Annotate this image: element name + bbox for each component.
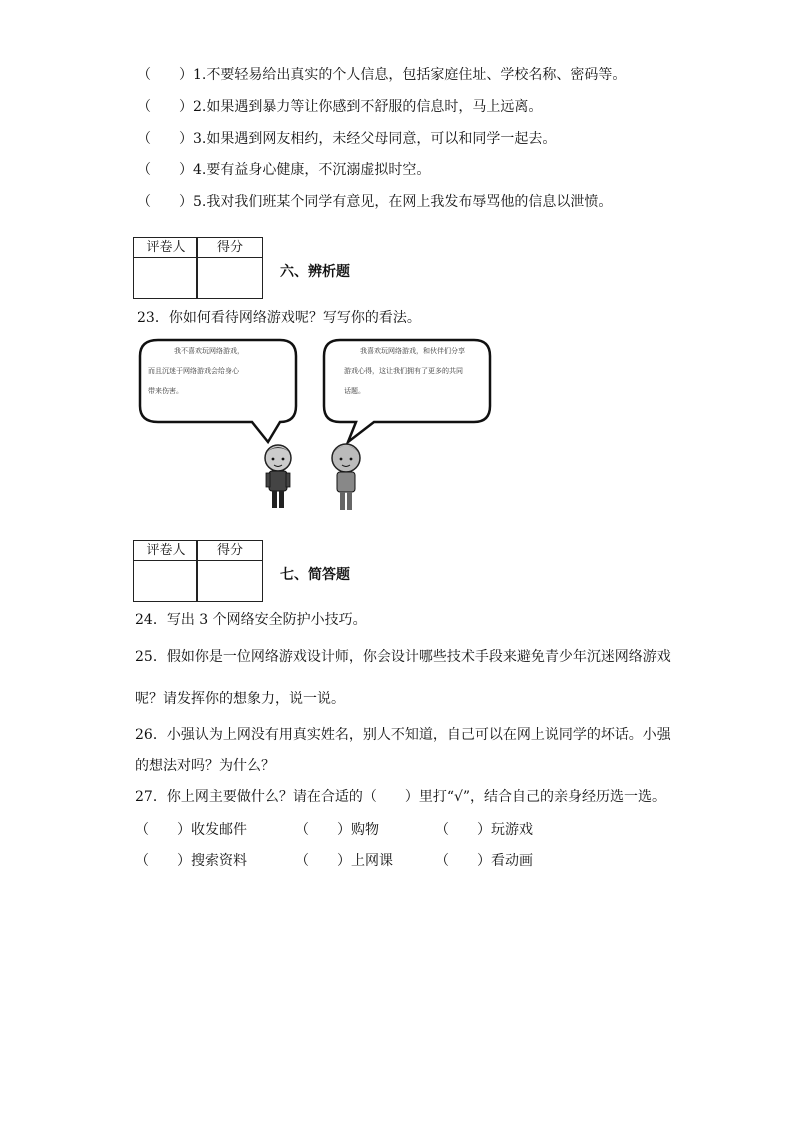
- judge-item-3: （ ）3.如果遇到网友相约，未经父母同意，可以和同学一起去。: [137, 131, 557, 147]
- reviewer-header: 评卷人: [146, 240, 186, 255]
- judge-item-5: （ ）5.我对我们班某个同学有意见，在网上我发布辱骂他的信息以泄愤。: [137, 194, 613, 210]
- right-bubble-text: 我喜欢玩网络游戏，和伙伴们分享 游戏心得，这让我们拥有了更多的共同 话题。: [344, 347, 465, 395]
- judge-item-2: （ ）2.如果遇到暴力等让你感到不舒服的信息时，马上远离。: [137, 99, 543, 115]
- option-search[interactable]: （ ）搜索资料: [135, 853, 247, 869]
- question-26-line2: 的想法对吗？为什么？: [135, 758, 275, 774]
- score-header: 得分: [216, 543, 243, 558]
- option-email[interactable]: （ ）收发邮件: [135, 822, 247, 838]
- boy-left-figure: [265, 445, 291, 508]
- left-bubble-text: 我不喜欢玩网络游戏， 而且沉迷于网络游戏会给身心 带来伤害。: [148, 347, 244, 395]
- option-cartoons[interactable]: （ ）看动画: [435, 853, 533, 869]
- question-24: 24．写出 3 个网络安全防护小技巧。: [135, 612, 367, 628]
- question-25-line1: 25．假如你是一位网络游戏设计师，你会设计哪些技术手段来避免青少年沉迷网络游戏: [135, 649, 671, 665]
- option-games[interactable]: （ ）玩游戏: [435, 822, 533, 838]
- section7-title: 七、简答题: [280, 567, 350, 583]
- score-header: 得分: [216, 240, 243, 255]
- question-23: 23．你如何看待网络游戏呢？写写你的看法。: [137, 310, 421, 326]
- section6-title: 六、辨析题: [280, 264, 350, 280]
- option-online-class[interactable]: （ ）上网课: [295, 853, 393, 869]
- option-shopping[interactable]: （ ）购物: [295, 822, 379, 838]
- question-27: 27．你上网主要做什么？请在合适的（ ）里打“√”，结合自己的亲身经历选一选。: [135, 789, 667, 805]
- boy-right-figure: [332, 444, 360, 510]
- judge-item-4: （ ）4.要有益身心健康，不沉溺虚拟时空。: [137, 162, 431, 178]
- score-table-section7: [133, 540, 263, 602]
- reviewer-header: 评卷人: [146, 543, 186, 558]
- question-26-line1: 26．小强认为上网没有用真实姓名，别人不知道，自己可以在网上说同学的坏话。小强: [135, 727, 671, 743]
- score-table-section6: [133, 237, 263, 299]
- judge-item-1: （ ）1.不要轻易给出真实的个人信息，包括家庭住址、学校名称、密码等。: [137, 67, 627, 83]
- question-25-line2: 呢？请发挥你的想象力，说一说。: [135, 691, 345, 707]
